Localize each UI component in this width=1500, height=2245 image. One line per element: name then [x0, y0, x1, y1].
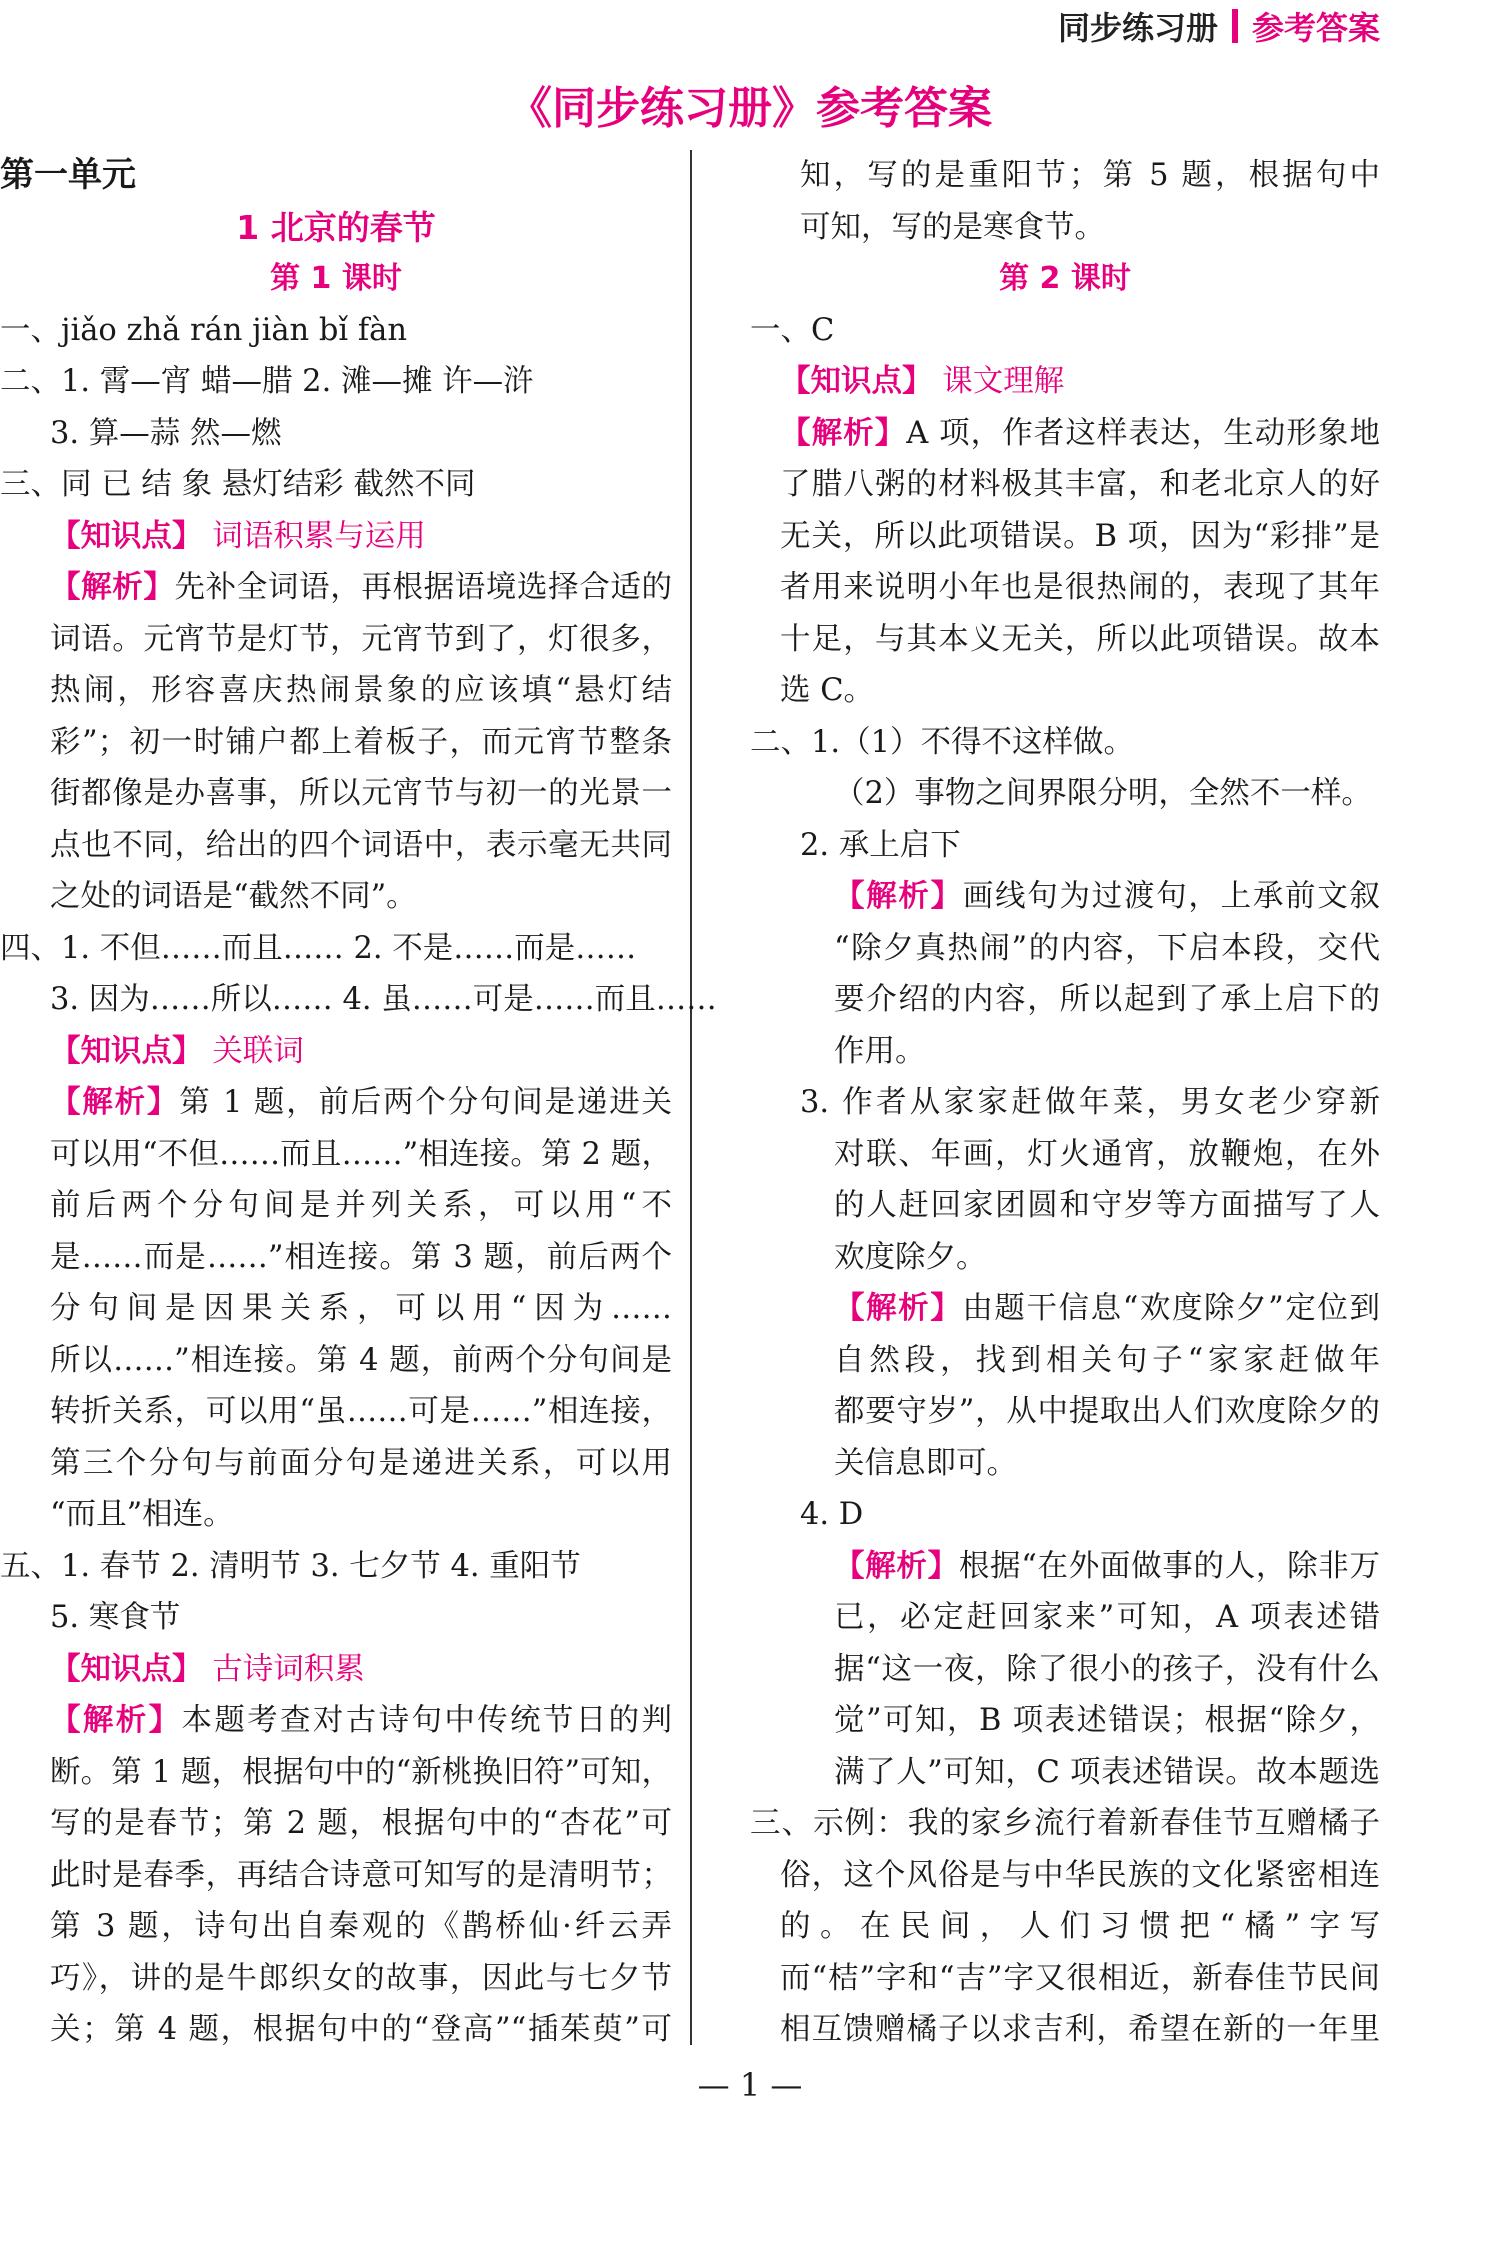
answer-q2-3: 的人赶回家团圆和守岁等方面描写了人 [834, 1188, 1380, 1223]
analysis-line: 词语。元宵节是灯节，元宵节到了，灯很多， [50, 621, 672, 657]
knowledge-point-q3 [0, 511, 672, 563]
analysis-line: 所以……”相连接。第 4 题，前两个分句间是 [50, 1342, 672, 1378]
analysis-line: 巧》，讲的是牛郎织女的故事，因此与七夕节 [50, 1960, 672, 1996]
analysis-line: 觉”可知，B 项表述错误；根据“除夕， [834, 1703, 1380, 1738]
knowledge-tag: 【知识点】 [50, 1033, 203, 1069]
answer-q3: 俗，这个风俗是与中华民族的文化紧密相连 [780, 1857, 1380, 1893]
analysis-line: 【解析】第 1 题，前后两个分句间是递进关 [50, 1085, 672, 1120]
analysis-line: 第三个分句与前面分句是递进关系，可以用 [50, 1445, 672, 1481]
header-book-name: 同步练习册 [1057, 9, 1218, 47]
analysis-tag: 【解析】 [50, 1703, 182, 1738]
answer-q2-2: 2. 承上启下 [800, 827, 961, 863]
answer-q3: 三、同 已 结 象 悬灯结彩 截然不同 [0, 467, 476, 502]
knowledge-value: 关联词 [212, 1033, 304, 1069]
analysis-line: 要介绍的内容，所以起到了承上启下的 [834, 982, 1380, 1017]
knowledge-point-q5 [0, 1644, 672, 1696]
answer-q3: 三、示例：我的家乡流行着新春佳节互赠橘子 [750, 1806, 1380, 1841]
right-column [750, 150, 1380, 2056]
analysis-line: 者用来说明小年也是很热闹的，表现了其年 [780, 570, 1380, 605]
answer-q4-line2: 3. 因为……所以…… 4. 虽……可是……而且…… [50, 982, 717, 1017]
knowledge-point-q1 [750, 356, 1380, 408]
column-divider [690, 150, 692, 2045]
answer-q1: 一、jiǎo zhǎ rán jiàn bǐ fàn [0, 312, 407, 348]
analysis-line: 自然段，找到相关句子“家家赶做年 [834, 1342, 1380, 1378]
analysis-continued: 知，写的是重阳节；第 5 题，根据句中 [800, 158, 1380, 193]
knowledge-value: 课文理解 [942, 364, 1065, 399]
answer-q3: 而“桔”字和“吉”字又很相近，新春佳节民间 [780, 1960, 1380, 1996]
answer-q5-line1: 五、1. 春节 2. 清明节 3. 七夕节 4. 重阳节 [0, 1548, 581, 1584]
analysis-tag: 【解析】 [780, 415, 907, 451]
analysis-line: 是……而是……”相连接。第 3 题，前后两个 [50, 1239, 672, 1275]
answer-q1: 一、C [750, 312, 835, 348]
answer-q3: 的。在民间，人们习惯把“橘”字写 [780, 1909, 1380, 1944]
period-title: 第 2 课时 [999, 261, 1131, 296]
answer-q2-3: 欢度除夕。 [834, 1239, 987, 1275]
analysis-line: 关；第 4 题，根据句中的“登高”“插茱萸”可 [50, 2012, 672, 2047]
knowledge-tag: 【知识点】 [780, 364, 933, 399]
analysis-line: 【解析】本题考查对古诗句中传统节日的判 [50, 1703, 672, 1738]
analysis-line: 十足，与其本义无关，所以此项错误。故本 [780, 621, 1380, 657]
knowledge-value: 词语积累与运用 [212, 518, 426, 554]
answer-q2-3: 对联、年画，灯火通宵，放鞭炮，在外 [834, 1136, 1380, 1172]
knowledge-point-q4 [0, 1026, 672, 1078]
knowledge-tag: 【知识点】 [50, 518, 203, 554]
analysis-line: 满了人”可知，C 项表述错误。故本题选 [834, 1754, 1380, 1790]
analysis-line: 都要守岁”，从中提取出人们欢度除夕的 [834, 1394, 1380, 1429]
answer-q3: 相互馈赠橘子以求吉利，希望在新的一年里 [780, 2012, 1380, 2047]
analysis-line: “除夕真热闹”的内容，下启本段，交代 [834, 930, 1380, 966]
running-header [1058, 0, 1380, 52]
analysis-line: 【解析】先补全词语，再根据语境选择合适的 [50, 570, 672, 605]
answer-q2-line1: 二、1. 霄—宵 蜡—腊 2. 滩—摊 许—浒 [0, 364, 534, 399]
analysis-line: 断。第 1 题，根据句中的“新桃换旧符”可知， [50, 1754, 672, 1790]
analysis-line: 分句间是因果关系，可以用“因为…… [50, 1291, 672, 1326]
analysis-tag: 【解析】 [834, 1291, 963, 1326]
answer-q2-4: 4. D [800, 1497, 864, 1532]
answer-q2-1a: 二、1.（1）不得不这样做。 [750, 724, 1135, 760]
analysis-line: 此时是春季，再结合诗意可知写的是清明节； [50, 1857, 672, 1893]
analysis-line: 已，必定赶回家来”可知，A 项表述错 [834, 1600, 1380, 1635]
page-title: 《同步练习册》参考答案 [508, 83, 992, 134]
analysis-line: 【解析】画线句为过渡句，上承前文叙 [834, 879, 1380, 914]
analysis-line: 无关，所以此项错误。B 项，因为“彩排”是 [780, 518, 1380, 554]
analysis-line: 写的是春节；第 2 题，根据句中的“杏花”可 [50, 1806, 672, 1841]
analysis-line: 【解析】由题干信息“欢度除夕”定位到 [834, 1291, 1380, 1326]
analysis-line: 【解析】A 项，作者这样表达，生动形象地 [780, 415, 1380, 451]
analysis-line: 转折关系，可以用“虽……可是……”相连接， [50, 1394, 672, 1429]
unit-heading: 第一单元 [0, 155, 136, 195]
analysis-tag: 【解析】 [834, 1548, 959, 1584]
header-section-name: 参考答案 [1251, 9, 1380, 47]
page-number: — 1 — [697, 2066, 803, 2104]
analysis-line: 热闹，形容喜庆热闹景象的应该填“悬灯结 [50, 673, 672, 708]
analysis-line: 街都像是办喜事，所以元宵节与初一的光景一 [50, 776, 672, 811]
period-title: 第 1 课时 [270, 261, 402, 296]
analysis-line: 据“这一夜，除了很小的孩子，没有什么 [834, 1651, 1380, 1687]
analysis-continued: 可知，写的是寒食节。 [800, 209, 1105, 245]
analysis-line: “而且”相连。 [50, 1497, 234, 1532]
knowledge-tag: 【知识点】 [50, 1651, 203, 1687]
answer-q2-1b: （2）事物之间界限分明，全然不一样。 [834, 776, 1372, 811]
answer-q5-line2: 5. 寒食节 [50, 1600, 181, 1635]
analysis-tag: 【解析】 [50, 570, 175, 605]
analysis-line: 关信息即可。 [834, 1445, 1017, 1481]
analysis-line: 点也不同，给出的四个词语中，表示毫无共同 [50, 827, 672, 863]
analysis-line: 选 C。 [780, 673, 875, 708]
analysis-line: 了腊八粥的材料极其丰富，和老北京人的好 [780, 467, 1380, 502]
analysis-line: 【解析】根据“在外面做事的人，除非万 [834, 1548, 1380, 1584]
header-divider [1232, 9, 1238, 43]
answer-q2-line2: 3. 算—蒜 然—燃 [50, 415, 282, 451]
lesson-title: 1 北京的春节 [236, 207, 436, 247]
analysis-line: 之处的词语是“截然不同”。 [50, 879, 417, 914]
answer-q4-line1: 四、1. 不但……而且…… 2. 不是……而是…… [0, 930, 637, 966]
knowledge-value: 古诗词积累 [212, 1651, 365, 1687]
answer-q2-3: 3. 作者从家家赶做年菜，男女老少穿新 [800, 1085, 1380, 1120]
analysis-tag: 【解析】 [834, 879, 963, 914]
analysis-line: 前后两个分句间是并列关系，可以用“不 [50, 1188, 672, 1223]
analysis-line: 彩”；初一时铺户都上着板子，而元宵节整条 [50, 724, 672, 760]
analysis-line: 可以用“不但……而且……”相连接。第 2 题， [50, 1136, 672, 1172]
analysis-tag: 【解析】 [50, 1085, 180, 1120]
analysis-line: 作用。 [834, 1033, 926, 1069]
left-column [0, 150, 717, 2056]
analysis-line: 第 3 题，诗句出自秦观的《鹊桥仙·纤云弄 [50, 1909, 672, 1944]
